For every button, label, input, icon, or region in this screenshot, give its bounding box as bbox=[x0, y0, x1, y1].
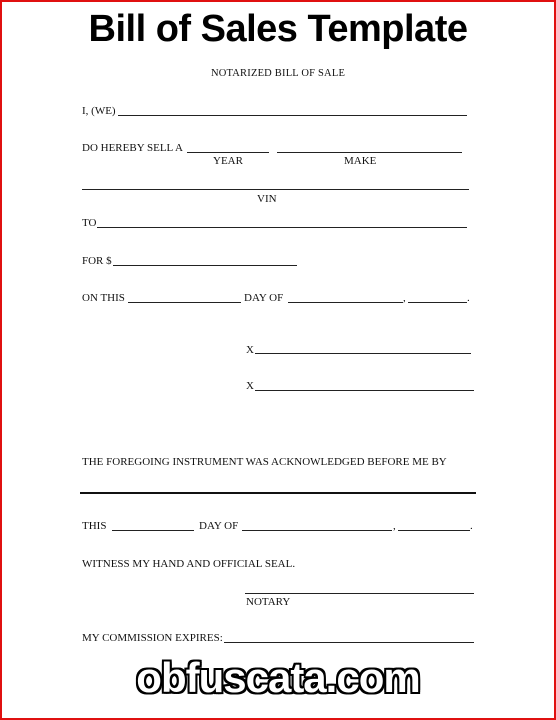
signature-mark-2: X bbox=[246, 380, 254, 392]
witness-text: WITNESS MY HAND AND OFFICIAL SEAL. bbox=[82, 558, 296, 570]
comma-2: , bbox=[393, 520, 396, 532]
banner-title: Bill of Sales Template bbox=[88, 8, 468, 50]
this-label: THIS bbox=[82, 520, 107, 532]
vin-field[interactable] bbox=[82, 189, 469, 190]
buyer-name-field[interactable] bbox=[97, 227, 467, 228]
make-field[interactable] bbox=[277, 152, 462, 153]
commission-label: MY COMMISSION EXPIRES: bbox=[82, 632, 223, 644]
seller-signature-field-2[interactable] bbox=[255, 390, 474, 391]
price-label: FOR $ bbox=[82, 255, 112, 267]
acknowledged-by-field[interactable] bbox=[80, 492, 476, 494]
period: . bbox=[467, 292, 470, 304]
vin-caption: VIN bbox=[257, 193, 277, 205]
signature-mark-1: X bbox=[246, 344, 254, 356]
document-title: NOTARIZED BILL OF SALE bbox=[210, 68, 346, 79]
acknowledged-text: THE FOREGOING INSTRUMENT WAS ACKNOWLEDGED BEFORE ME BY bbox=[82, 456, 447, 468]
notary-signature-field[interactable] bbox=[245, 593, 474, 594]
day-of-label: DAY OF bbox=[244, 292, 284, 304]
ack-year-field[interactable] bbox=[398, 530, 470, 531]
sale-day-field[interactable] bbox=[128, 302, 241, 303]
make-caption: MAKE bbox=[344, 155, 377, 167]
commission-expires-field[interactable] bbox=[224, 642, 474, 643]
seller-name-field[interactable] bbox=[118, 115, 467, 116]
year-caption: YEAR bbox=[213, 155, 243, 167]
ack-day-field[interactable] bbox=[112, 530, 194, 531]
buyer-label: TO bbox=[82, 217, 97, 229]
sale-month-field[interactable] bbox=[288, 302, 403, 303]
day-of-label-2: DAY OF bbox=[199, 520, 239, 532]
seller-signature-field-1[interactable] bbox=[255, 353, 471, 354]
price-field[interactable] bbox=[113, 265, 297, 266]
sale-year-field[interactable] bbox=[408, 302, 467, 303]
notary-caption: NOTARY bbox=[246, 596, 291, 608]
ack-month-field[interactable] bbox=[242, 530, 392, 531]
sell-label: DO HEREBY SELL A bbox=[82, 142, 183, 154]
period-2: . bbox=[470, 520, 473, 532]
on-this-label: ON THIS bbox=[82, 292, 125, 304]
year-field[interactable] bbox=[187, 152, 269, 153]
comma: , bbox=[403, 292, 406, 304]
watermark-text: obfuscata.com bbox=[136, 654, 420, 701]
seller-label: I, (WE) bbox=[82, 105, 116, 117]
